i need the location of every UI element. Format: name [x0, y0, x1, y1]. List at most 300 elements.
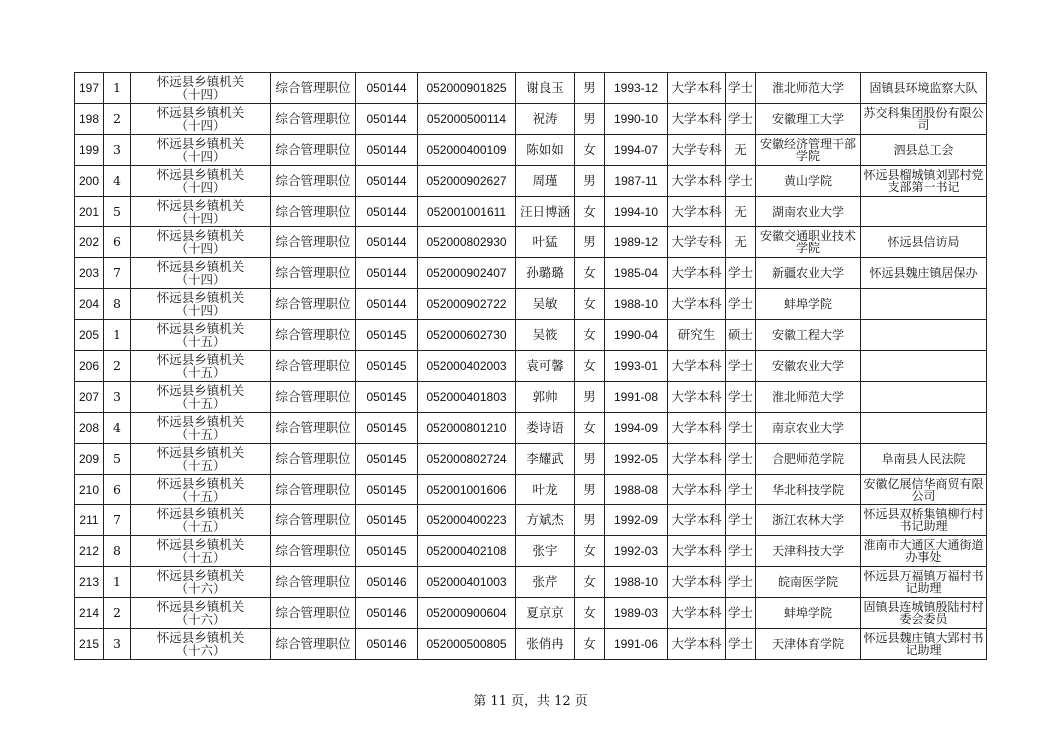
position-code-cell: 050145	[356, 351, 418, 382]
gender-cell: 女	[575, 134, 605, 165]
department-name: 怀远县乡镇机关	[156, 135, 245, 151]
gender-cell: 女	[575, 289, 605, 320]
table-row	[75, 165, 987, 196]
group-index-cell: 2	[104, 598, 131, 629]
gender-cell: 女	[575, 629, 605, 660]
table-row	[75, 289, 987, 320]
department-cell	[131, 320, 271, 351]
department-cell	[131, 351, 271, 382]
degree-cell: 学士	[726, 567, 756, 598]
education-cell: 大学专科	[668, 134, 726, 165]
birth-date-cell: 1992-03	[605, 536, 668, 567]
department-cell	[131, 381, 271, 412]
candidate-name-cell: 祝涛	[516, 103, 575, 134]
education-cell: 大学本科	[668, 289, 726, 320]
employer-cell: 泗县总工会	[861, 134, 987, 165]
position-cell: 综合管理职位	[271, 412, 356, 443]
degree-cell: 学士	[726, 474, 756, 505]
table-row	[75, 227, 987, 258]
table-row	[75, 598, 987, 629]
birth-date-cell: 1992-05	[605, 443, 668, 474]
school-cell: 安徽工程大学	[756, 320, 861, 351]
position-cell: 综合管理职位	[271, 474, 356, 505]
exam-number-cell: 052000400223	[418, 505, 516, 536]
serial-number-cell: 206	[75, 351, 104, 382]
birth-date-cell: 1990-04	[605, 320, 668, 351]
serial-number-cell: 209	[75, 443, 104, 474]
school-cell: 黄山学院	[756, 165, 861, 196]
degree-cell: 学士	[726, 598, 756, 629]
department-cell	[131, 443, 271, 474]
position-code-cell: 050145	[356, 505, 418, 536]
school-cell: 安徽交通职业技术学院	[756, 227, 861, 258]
position-code-cell: 050145	[356, 536, 418, 567]
serial-number-cell: 201	[75, 196, 104, 227]
candidate-name-cell: 汪日博涵	[516, 196, 575, 227]
education-cell: 大学本科	[668, 505, 726, 536]
school-cell: 安徽理工大学	[756, 103, 861, 134]
department-name: 怀远县乡镇机关	[156, 197, 245, 213]
exam-number-cell: 052001001611	[418, 196, 516, 227]
serial-number-cell: 208	[75, 412, 104, 443]
department-cell	[131, 289, 271, 320]
position-cell: 综合管理职位	[271, 536, 356, 567]
department-name: 怀远县乡镇机关	[156, 444, 245, 460]
table-row	[75, 629, 987, 660]
birth-date-cell: 1991-08	[605, 381, 668, 412]
education-cell: 大学专科	[668, 227, 726, 258]
position-cell: 综合管理职位	[271, 320, 356, 351]
education-cell: 大学本科	[668, 381, 726, 412]
employer-cell: 怀远县双桥集镇柳行村书记助理	[861, 505, 987, 536]
department-name: 怀远县乡镇机关	[156, 413, 245, 429]
exam-number-cell: 052000402003	[418, 351, 516, 382]
employer-cell	[861, 412, 987, 443]
position-cell: 综合管理职位	[271, 103, 356, 134]
page-footer: 第 11 页，共 12 页	[473, 694, 588, 709]
gender-cell: 男	[575, 443, 605, 474]
exam-number-cell: 052000900604	[418, 598, 516, 629]
serial-number-cell: 214	[75, 598, 104, 629]
exam-number-cell: 052000500114	[418, 103, 516, 134]
group-index-cell: 2	[104, 103, 131, 134]
employer-cell: 淮南市大通区大通街道办事处	[861, 536, 987, 567]
table-row	[75, 73, 987, 104]
position-code-cell: 050144	[356, 227, 418, 258]
exam-number-cell: 052000500805	[418, 629, 516, 660]
gender-cell: 女	[575, 598, 605, 629]
position-code-cell: 050144	[356, 73, 418, 104]
department-name: 怀远县乡镇机关	[156, 321, 245, 337]
degree-cell: 学士	[726, 536, 756, 567]
serial-number-cell: 207	[75, 381, 104, 412]
candidate-name-cell: 方斌杰	[516, 505, 575, 536]
position-code-cell: 050144	[356, 134, 418, 165]
department-cell	[131, 567, 271, 598]
position-cell: 综合管理职位	[271, 73, 356, 104]
department-batch: （十五）	[175, 364, 226, 380]
birth-date-cell: 1987-11	[605, 165, 668, 196]
candidate-name-cell: 李耀武	[516, 443, 575, 474]
birth-date-cell: 1994-10	[605, 196, 668, 227]
education-cell: 大学本科	[668, 443, 726, 474]
gender-cell: 女	[575, 567, 605, 598]
school-cell: 天津科技大学	[756, 536, 861, 567]
employer-cell	[861, 196, 987, 227]
department-name: 怀远县乡镇机关	[156, 506, 245, 522]
degree-cell: 学士	[726, 258, 756, 289]
candidate-name-cell: 吴敏	[516, 289, 575, 320]
group-index-cell: 1	[104, 73, 131, 104]
birth-date-cell: 1992-09	[605, 505, 668, 536]
employer-cell: 安徽亿展信华商贸有限公司	[861, 474, 987, 505]
table-row	[75, 474, 987, 505]
table-row	[75, 412, 987, 443]
employer-cell: 固镇县连城镇殷陆村村委会委员	[861, 598, 987, 629]
exam-number-cell: 052000801210	[418, 412, 516, 443]
serial-number-cell: 204	[75, 289, 104, 320]
serial-number-cell: 211	[75, 505, 104, 536]
exam-number-cell: 052000802930	[418, 227, 516, 258]
employer-cell: 怀远县魏庄镇大郢村书记助理	[861, 629, 987, 660]
education-cell: 大学本科	[668, 474, 726, 505]
education-cell: 大学本科	[668, 73, 726, 104]
education-cell: 大学本科	[668, 412, 726, 443]
department-name: 怀远县乡镇机关	[156, 166, 245, 182]
exam-number-cell: 052000402108	[418, 536, 516, 567]
serial-number-cell: 210	[75, 474, 104, 505]
department-batch: （十四）	[175, 272, 226, 288]
education-cell: 研究生	[668, 320, 726, 351]
education-cell: 大学本科	[668, 536, 726, 567]
serial-number-cell: 212	[75, 536, 104, 567]
birth-date-cell: 1994-09	[605, 412, 668, 443]
employer-cell: 苏交科集团股份有限公司	[861, 103, 987, 134]
position-cell: 综合管理职位	[271, 134, 356, 165]
degree-cell: 学士	[726, 351, 756, 382]
position-code-cell: 050144	[356, 196, 418, 227]
department-cell	[131, 196, 271, 227]
department-name: 怀远县乡镇机关	[156, 259, 245, 275]
position-cell: 综合管理职位	[271, 227, 356, 258]
department-batch: （十六）	[175, 581, 226, 597]
school-cell: 浙江农林大学	[756, 505, 861, 536]
group-index-cell: 1	[104, 567, 131, 598]
department-cell	[131, 412, 271, 443]
serial-number-cell: 213	[75, 567, 104, 598]
position-cell: 综合管理职位	[271, 258, 356, 289]
position-cell: 综合管理职位	[271, 505, 356, 536]
table-row	[75, 567, 987, 598]
position-cell: 综合管理职位	[271, 196, 356, 227]
department-batch: （十四）	[175, 117, 226, 133]
department-name: 怀远县乡镇机关	[156, 104, 245, 120]
degree-cell: 学士	[726, 629, 756, 660]
group-index-cell: 4	[104, 412, 131, 443]
exam-number-cell: 052000902627	[418, 165, 516, 196]
exam-number-cell: 052000401003	[418, 567, 516, 598]
department-name: 怀远县乡镇机关	[156, 73, 245, 89]
candidate-name-cell: 张芹	[516, 567, 575, 598]
department-batch: （十五）	[175, 519, 226, 535]
position-code-cell: 050146	[356, 598, 418, 629]
department-name: 怀远县乡镇机关	[156, 475, 245, 491]
department-batch: （十六）	[175, 642, 226, 658]
candidate-name-cell: 叶猛	[516, 227, 575, 258]
birth-date-cell: 1988-10	[605, 567, 668, 598]
table-row	[75, 536, 987, 567]
school-cell: 蚌埠学院	[756, 598, 861, 629]
birth-date-cell: 1991-06	[605, 629, 668, 660]
table-row	[75, 258, 987, 289]
degree-cell: 无	[726, 227, 756, 258]
education-cell: 大学本科	[668, 103, 726, 134]
gender-cell: 女	[575, 196, 605, 227]
employer-cell	[861, 320, 987, 351]
school-cell: 蚌埠学院	[756, 289, 861, 320]
exam-number-cell: 052000902407	[418, 258, 516, 289]
department-cell	[131, 474, 271, 505]
education-cell: 大学本科	[668, 567, 726, 598]
candidate-name-cell: 周瑾	[516, 165, 575, 196]
exam-number-cell: 052000400109	[418, 134, 516, 165]
department-batch: （十五）	[175, 488, 226, 504]
department-name: 怀远县乡镇机关	[156, 537, 245, 553]
candidate-name-cell: 孙璐璐	[516, 258, 575, 289]
position-cell: 综合管理职位	[271, 381, 356, 412]
group-index-cell: 6	[104, 474, 131, 505]
department-name: 怀远县乡镇机关	[156, 629, 245, 645]
school-cell: 淮北师范大学	[756, 381, 861, 412]
group-index-cell: 5	[104, 196, 131, 227]
employer-cell	[861, 351, 987, 382]
department-batch: （十五）	[175, 457, 226, 473]
birth-date-cell: 1988-08	[605, 474, 668, 505]
degree-cell: 学士	[726, 412, 756, 443]
degree-cell: 学士	[726, 73, 756, 104]
group-index-cell: 5	[104, 443, 131, 474]
education-cell: 大学本科	[668, 598, 726, 629]
group-index-cell: 6	[104, 227, 131, 258]
table-row	[75, 351, 987, 382]
department-cell	[131, 227, 271, 258]
department-batch: （十四）	[175, 86, 226, 102]
department-cell	[131, 505, 271, 536]
degree-cell: 学士	[726, 443, 756, 474]
department-batch: （十四）	[175, 179, 226, 195]
table-row	[75, 103, 987, 134]
position-code-cell: 050144	[356, 103, 418, 134]
department-cell	[131, 598, 271, 629]
degree-cell: 学士	[726, 289, 756, 320]
degree-cell: 无	[726, 134, 756, 165]
serial-number-cell: 200	[75, 165, 104, 196]
serial-number-cell: 205	[75, 320, 104, 351]
department-name: 怀远县乡镇机关	[156, 382, 245, 398]
position-code-cell: 050145	[356, 320, 418, 351]
birth-date-cell: 1994-07	[605, 134, 668, 165]
candidate-name-cell: 娄诗语	[516, 412, 575, 443]
department-cell	[131, 258, 271, 289]
department-batch: （十五）	[175, 395, 226, 411]
group-index-cell: 3	[104, 381, 131, 412]
group-index-cell: 1	[104, 320, 131, 351]
position-code-cell: 050145	[356, 412, 418, 443]
gender-cell: 男	[575, 474, 605, 505]
department-name: 怀远县乡镇机关	[156, 228, 245, 244]
position-cell: 综合管理职位	[271, 289, 356, 320]
exam-number-cell: 052000602730	[418, 320, 516, 351]
position-cell: 综合管理职位	[271, 443, 356, 474]
serial-number-cell: 215	[75, 629, 104, 660]
department-cell	[131, 134, 271, 165]
birth-date-cell: 1993-01	[605, 351, 668, 382]
school-cell: 淮北师范大学	[756, 73, 861, 104]
department-name: 怀远县乡镇机关	[156, 351, 245, 367]
candidate-name-cell: 吴筱	[516, 320, 575, 351]
employer-cell: 怀远县魏庄镇居保办	[861, 258, 987, 289]
position-code-cell: 050145	[356, 474, 418, 505]
school-cell: 合肥师范学院	[756, 443, 861, 474]
employer-cell: 怀远县信访局	[861, 227, 987, 258]
degree-cell: 无	[726, 196, 756, 227]
education-cell: 大学本科	[668, 351, 726, 382]
education-cell: 大学本科	[668, 629, 726, 660]
serial-number-cell: 202	[75, 227, 104, 258]
gender-cell: 女	[575, 320, 605, 351]
school-cell: 皖南医学院	[756, 567, 861, 598]
school-cell: 安徽经济管理干部学院	[756, 134, 861, 165]
table-row	[75, 443, 987, 474]
gender-cell: 女	[575, 258, 605, 289]
table-row	[75, 196, 987, 227]
serial-number-cell: 198	[75, 103, 104, 134]
group-index-cell: 7	[104, 505, 131, 536]
exam-number-cell: 052000901825	[418, 73, 516, 104]
position-cell: 综合管理职位	[271, 165, 356, 196]
group-index-cell: 7	[104, 258, 131, 289]
birth-date-cell: 1988-10	[605, 289, 668, 320]
candidate-name-cell: 张俏冉	[516, 629, 575, 660]
serial-number-cell: 197	[75, 73, 104, 104]
department-batch: （十六）	[175, 612, 226, 628]
school-cell: 天津体育学院	[756, 629, 861, 660]
table-row	[75, 320, 987, 351]
position-code-cell: 050144	[356, 165, 418, 196]
candidate-name-cell: 叶龙	[516, 474, 575, 505]
position-code-cell: 050144	[356, 289, 418, 320]
position-code-cell: 050144	[356, 258, 418, 289]
gender-cell: 男	[575, 505, 605, 536]
department-batch: （十四）	[175, 148, 226, 164]
education-cell: 大学本科	[668, 196, 726, 227]
position-code-cell: 050145	[356, 443, 418, 474]
position-cell: 综合管理职位	[271, 629, 356, 660]
table-row	[75, 134, 987, 165]
serial-number-cell: 199	[75, 134, 104, 165]
department-cell	[131, 73, 271, 104]
candidate-table	[74, 72, 987, 660]
school-cell: 安徽农业大学	[756, 351, 861, 382]
department-batch: （十四）	[175, 303, 226, 319]
gender-cell: 女	[575, 351, 605, 382]
employer-cell: 怀远县万福镇万福村书记助理	[861, 567, 987, 598]
department-name: 怀远县乡镇机关	[156, 568, 245, 584]
school-cell: 新疆农业大学	[756, 258, 861, 289]
exam-number-cell: 052000802724	[418, 443, 516, 474]
department-batch: （十四）	[175, 241, 226, 257]
candidate-name-cell: 陈如如	[516, 134, 575, 165]
exam-number-cell: 052000401803	[418, 381, 516, 412]
degree-cell: 学士	[726, 381, 756, 412]
group-index-cell: 4	[104, 165, 131, 196]
position-code-cell: 050146	[356, 567, 418, 598]
employer-cell	[861, 381, 987, 412]
exam-number-cell: 052000902722	[418, 289, 516, 320]
gender-cell: 男	[575, 381, 605, 412]
group-index-cell: 2	[104, 351, 131, 382]
candidate-name-cell: 夏京京	[516, 598, 575, 629]
table-row	[75, 505, 987, 536]
position-cell: 综合管理职位	[271, 598, 356, 629]
department-cell	[131, 629, 271, 660]
gender-cell: 男	[575, 227, 605, 258]
degree-cell: 学士	[726, 103, 756, 134]
education-cell: 大学本科	[668, 258, 726, 289]
birth-date-cell: 1993-12	[605, 73, 668, 104]
school-cell: 湖南农业大学	[756, 196, 861, 227]
candidate-name-cell: 袁可馨	[516, 351, 575, 382]
group-index-cell: 8	[104, 289, 131, 320]
candidate-name-cell: 张宇	[516, 536, 575, 567]
group-index-cell: 3	[104, 629, 131, 660]
degree-cell: 学士	[726, 505, 756, 536]
school-cell: 华北科技学院	[756, 474, 861, 505]
department-batch: （十五）	[175, 550, 226, 566]
group-index-cell: 8	[104, 536, 131, 567]
degree-cell: 硕士	[726, 320, 756, 351]
department-batch: （十五）	[175, 426, 226, 442]
department-name: 怀远县乡镇机关	[156, 599, 245, 615]
department-name: 怀远县乡镇机关	[156, 290, 245, 306]
birth-date-cell: 1989-12	[605, 227, 668, 258]
employer-cell	[861, 289, 987, 320]
position-code-cell: 050146	[356, 629, 418, 660]
candidate-name-cell: 谢良玉	[516, 73, 575, 104]
gender-cell: 女	[575, 536, 605, 567]
birth-date-cell: 1985-04	[605, 258, 668, 289]
department-cell	[131, 165, 271, 196]
education-cell: 大学本科	[668, 165, 726, 196]
position-cell: 综合管理职位	[271, 567, 356, 598]
gender-cell: 男	[575, 103, 605, 134]
position-cell: 综合管理职位	[271, 351, 356, 382]
table-body	[75, 73, 987, 660]
employer-cell: 固镇县环境监察大队	[861, 73, 987, 104]
department-batch: （十四）	[175, 210, 226, 226]
table-row	[75, 381, 987, 412]
department-cell	[131, 536, 271, 567]
group-index-cell: 3	[104, 134, 131, 165]
gender-cell: 男	[575, 165, 605, 196]
exam-number-cell: 052001001606	[418, 474, 516, 505]
gender-cell: 男	[575, 73, 605, 104]
candidate-name-cell: 郭帅	[516, 381, 575, 412]
school-cell: 南京农业大学	[756, 412, 861, 443]
department-batch: （十五）	[175, 334, 226, 350]
gender-cell: 女	[575, 412, 605, 443]
degree-cell: 学士	[726, 165, 756, 196]
